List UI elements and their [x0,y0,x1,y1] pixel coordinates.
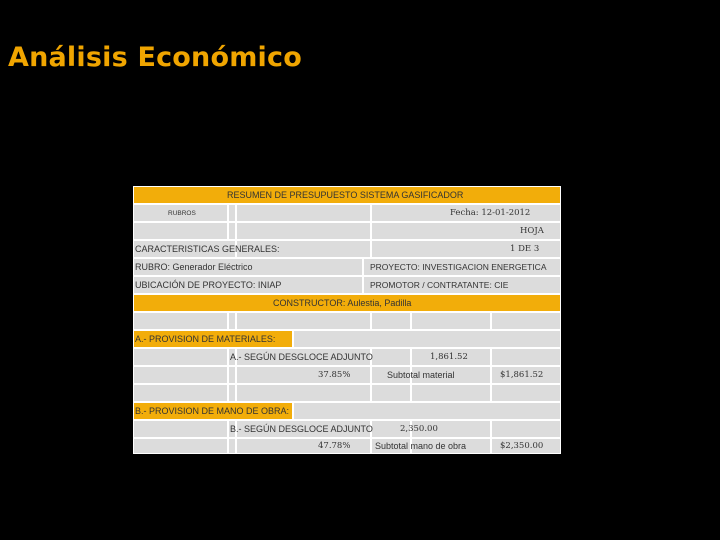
table-row [133,366,561,384]
mano-obra-valor: 2,350.00 [400,424,438,434]
hoja-number: 1 DE 3 [510,244,540,254]
mano-obra-subtotal-label: Subtotal mano de obra [375,441,467,451]
budget-table [133,186,561,454]
constructor-label: CONSTRUCTOR: Aulestia, Padilla [273,298,412,308]
mano-obra-heading: B.- PROVISION DE MANO DE OBRA: [135,406,290,416]
materiales-subtotal-label: Subtotal material [387,370,455,380]
table-row [133,186,561,204]
table-row [133,294,561,312]
table-row [133,240,561,258]
fecha-label: Fecha: 12-01-2012 [450,208,531,218]
table-row [133,312,561,330]
title-bar [0,0,720,112]
promotor-label: PROMOTOR / CONTRATANTE: CIE [370,280,509,290]
mano-obra-porcentaje: 47.78% [318,441,351,451]
hoja-label: HOJA [520,226,544,236]
mano-obra-subtotal: $2,350.00 [500,441,544,451]
table-row [133,420,561,438]
materiales-valor: 1,861.52 [430,352,468,362]
ubicacion-label: UBICACIÓN DE PROYECTO: INIAP [135,280,282,290]
table-row [133,402,561,420]
proyecto-label: PROYECTO: INVESTIGACION ENERGETICA [370,262,547,272]
table-row [133,276,561,294]
materiales-desglose: A.- SEGÚN DESGLOCE ADJUNTO [230,352,373,362]
mano-obra-desglose: B.- SEGÚN DESGLOCE ADJUNTO [230,424,373,434]
slide-title: Análisis Económico [8,42,302,73]
table-row [133,258,561,276]
table-row [133,348,561,366]
table-row [133,330,561,348]
table-row [133,384,561,402]
materiales-porcentaje: 37.85% [318,370,351,380]
materiales-subtotal: $1,861.52 [500,370,544,380]
materiales-heading: A.- PROVISION DE MATERIALES: [135,334,276,344]
caracteristicas-label: CARACTERISTICAS GENERALES: [135,244,280,254]
table-header: RESUMEN DE PRESUPUESTO SISTEMA GASIFICADOR [227,190,464,200]
rubros-label: RUBROS [168,210,196,217]
table-row [133,204,561,222]
table-row [133,438,561,454]
rubro-label: RUBRO: Generador Eléctrico [135,262,253,272]
table-row [133,222,561,240]
